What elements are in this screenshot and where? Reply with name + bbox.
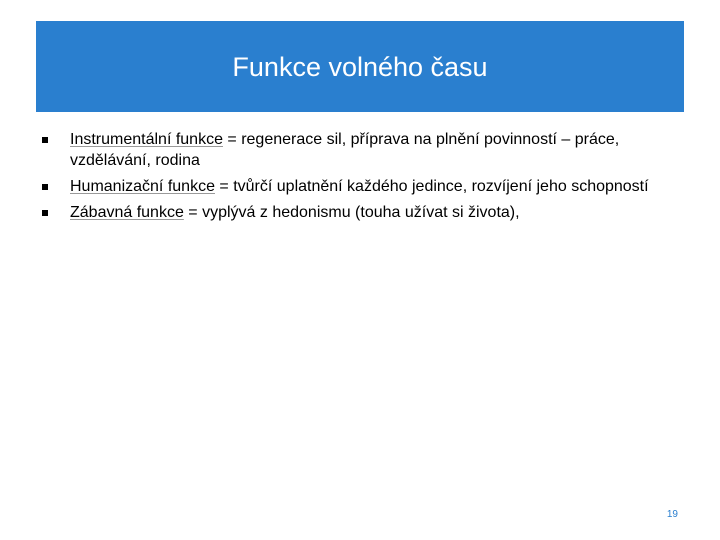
square-bullet-icon	[42, 210, 48, 216]
bullet-text: = vyplývá z hedonismu (touha užívat si života),	[183, 204, 520, 221]
page-number: 19	[666, 509, 678, 520]
bullet-list	[42, 129, 662, 228]
bullet-text: = tvůrčí uplatnění každého jedince, rozvíjení jeho schopností	[214, 178, 649, 195]
slide-title: Funkce volného času	[232, 52, 488, 82]
bullet-term: Zábavná funkce	[70, 204, 184, 221]
bullet-item	[42, 129, 662, 171]
bullet-item	[42, 176, 662, 197]
bullet-item	[42, 202, 662, 223]
bullet-text: = regenerace sil, příprava na plnění povinností – práce, vzdělávání, rodina	[70, 131, 620, 169]
square-bullet-icon	[42, 137, 48, 143]
square-bullet-icon	[42, 184, 48, 190]
bullet-term: Humanizační funkce	[70, 178, 215, 195]
title-bar	[36, 21, 684, 112]
bullet-term: Instrumentální funkce	[70, 131, 223, 148]
